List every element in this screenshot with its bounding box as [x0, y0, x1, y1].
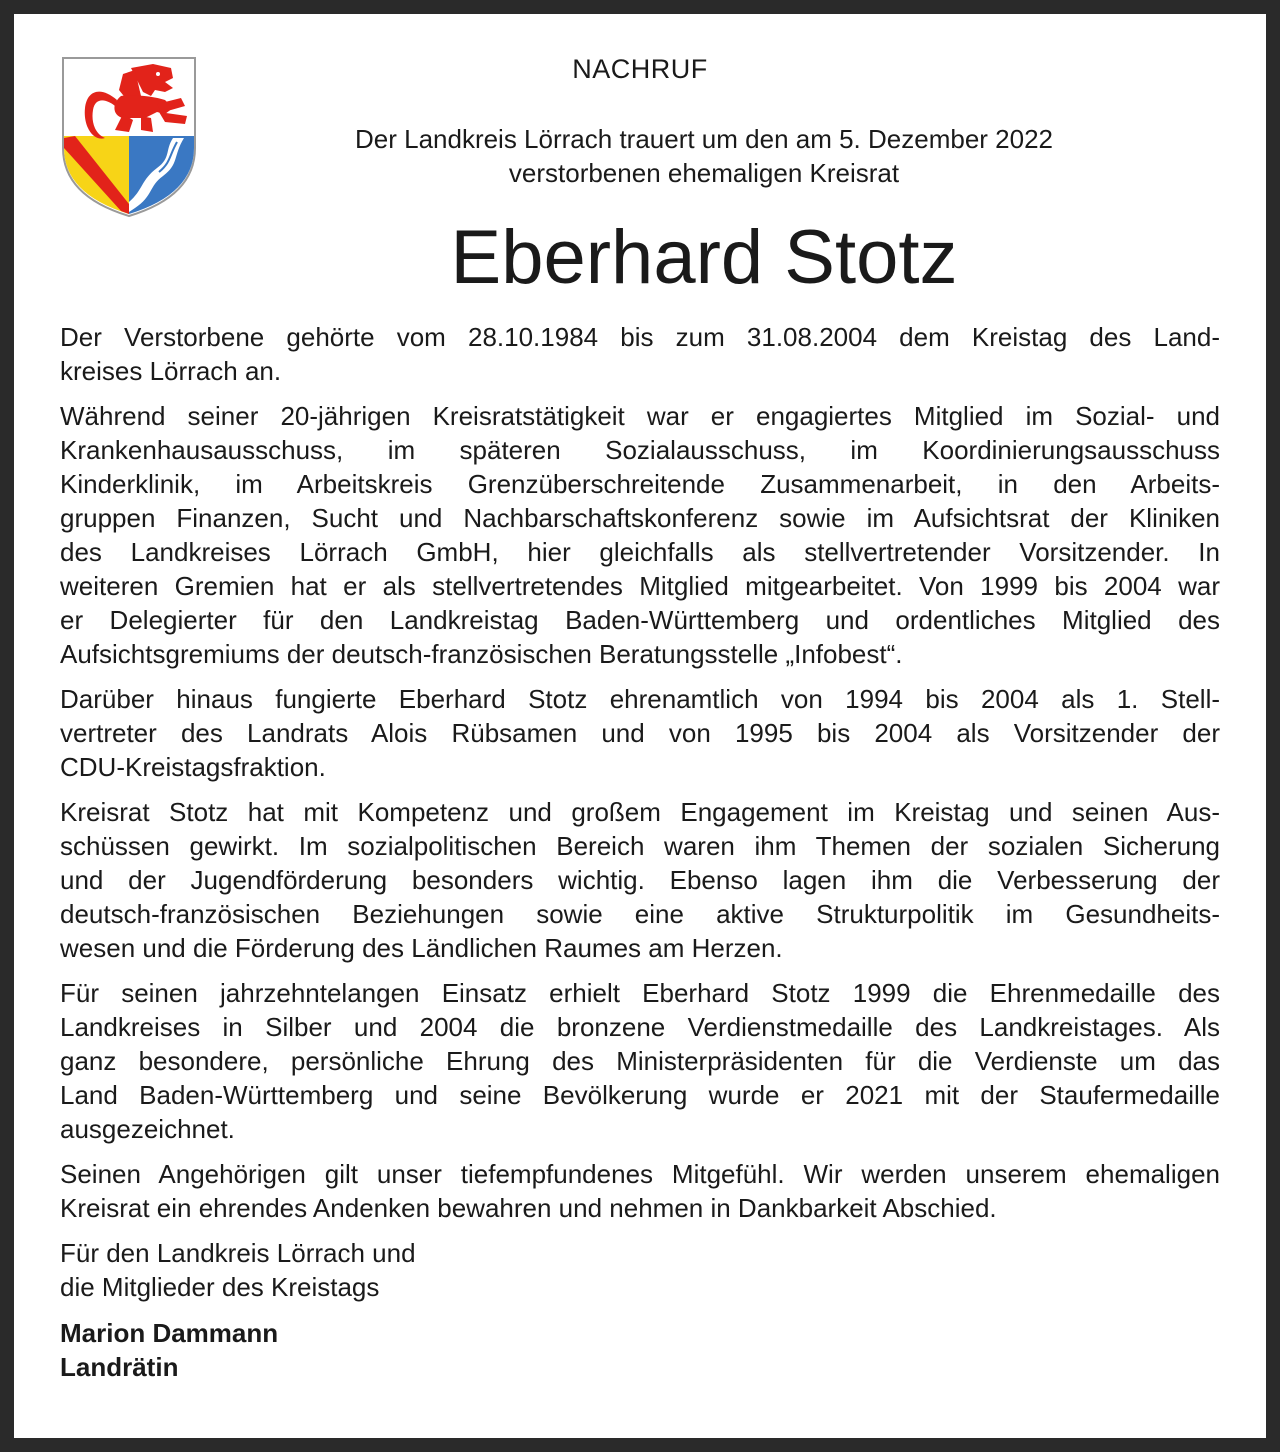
- paragraph-line: Krankenhausausschuss, im späteren Sozialausschuss, im Koordinierungsausschuss: [60, 435, 1220, 465]
- paragraph-line: deutsch-französischen Beziehungen sowie eine aktive Strukturpolitik im Gesundheits-: [60, 899, 1220, 929]
- paragraph-line: Der Verstorbene gehörte vom 28.10.1984 bis zum 31.08.2004 dem Kreistag des Land-: [60, 322, 1220, 352]
- paragraph-line: Für seinen jahrzehntelangen Einsatz erhielt Eberhard Stotz 1999 die Ehrenmedaille des: [60, 978, 1220, 1008]
- intro-text: [264, 122, 1144, 190]
- paragraph-line: Land Baden-Württemberg und seine Bevölkerung wurde er 2021 mit der Staufermedaille: [60, 1080, 1220, 1110]
- paragraph-line: schüssen gewirkt. Im sozialpolitischen Bereich waren ihm Themen der sozialen Sicherung: [60, 831, 1220, 861]
- obituary-sheet: [14, 14, 1266, 1438]
- signatory-name: Marion Dammann: [60, 1318, 279, 1348]
- paragraph-line: Während seiner 20-jährigen Kreisratstätigkeit war er engagiertes Mitglied im Sozial- und: [60, 401, 1220, 431]
- paragraph: [60, 399, 1220, 671]
- paragraph-line: vertreter des Landrats Alois Rübsamen und von 1995 bis 2004 als Vorsitzender der: [60, 718, 1220, 748]
- paragraph-line: Seinen Angehörigen gilt unser tiefempfundenes Mitgefühl. Wir werden unserem ehemaligen: [60, 1159, 1220, 1189]
- paragraph-line: kreises Lörrach an.: [60, 356, 282, 386]
- paragraph-line: Landkreises in Silber und 2004 die bronzene Verdienstmedaille des Landkreistages. Als: [60, 1012, 1220, 1042]
- closing-block: [60, 1236, 1220, 1304]
- paragraph-line: Kinderklinik, im Arbeitskreis Grenzüberschreitende Zusammenarbeit, in den Arbeits-: [60, 469, 1220, 499]
- paragraph: [60, 795, 1220, 965]
- paragraph-line: Kreisrat Stotz hat mit Kompetenz und großem Engagement im Kreistag und seinen Aus-: [60, 797, 1220, 827]
- paragraph: [60, 320, 1220, 388]
- obituary-heading: NACHRUF: [572, 54, 708, 84]
- intro-line: Der Landkreis Lörrach trauert um den am 5. Dezember 2022: [354, 124, 1053, 154]
- intro-line: verstorbenen ehemaligen Kreisrat: [508, 158, 900, 188]
- paragraph: [60, 976, 1220, 1146]
- paragraph-line: Darüber hinaus fungierte Eberhard Stotz ehrenamtlich von 1994 bis 2004 als 1. Stell-: [60, 684, 1220, 714]
- paragraph-line: ganz besondere, persönliche Ehrung des Ministerpräsidenten für die Verdienste um das: [60, 1046, 1220, 1076]
- paragraph-line: des Landkreises Lörrach GmbH, hier gleichfalls als stellvertretender Vorsitzender. In: [60, 537, 1220, 567]
- paragraph: [60, 682, 1220, 784]
- deceased-name: Eberhard Stotz: [450, 215, 958, 300]
- paragraph-line: er Delegierter für den Landkreistag Baden-Württemberg und ordentliches Mitglied des: [60, 605, 1220, 635]
- paragraph-line: und der Jugendförderung besonders wichtig. Ebenso lagen ihm die Verbesserung der: [60, 865, 1220, 895]
- signatory-title: Landrätin: [60, 1352, 179, 1382]
- obituary-body: [60, 320, 1220, 1384]
- paragraph-line: Aufsichtsgremiums der deutsch-französischen Beratungsstelle „Infobest“.: [60, 639, 903, 669]
- paragraph-line: Kreisrat ein ehrendes Andenken bewahren und nehmen in Dankbarkeit Abschied.: [60, 1193, 997, 1223]
- paragraph-line: CDU-Kreistagsfraktion.: [60, 752, 326, 782]
- closing-line: die Mitglieder des Kreistags: [60, 1272, 380, 1302]
- paragraph-line: weiteren Gremien hat er als stellvertretendes Mitglied mitgearbeitet. Von 1999 bis 2004 war: [60, 571, 1220, 601]
- signature-block: [60, 1316, 1220, 1384]
- closing-line: Für den Landkreis Lörrach und: [60, 1238, 416, 1268]
- paragraph-line: wesen und die Förderung des Ländlichen Raumes am Herzen.: [60, 933, 783, 963]
- paragraph-line: gruppen Finanzen, Sucht und Nachbarschaftskonferenz sowie im Aufsichtsrat der Kliniken: [60, 503, 1220, 533]
- paragraph-line: ausgezeichnet.: [60, 1114, 235, 1144]
- paragraph: [60, 1157, 1220, 1225]
